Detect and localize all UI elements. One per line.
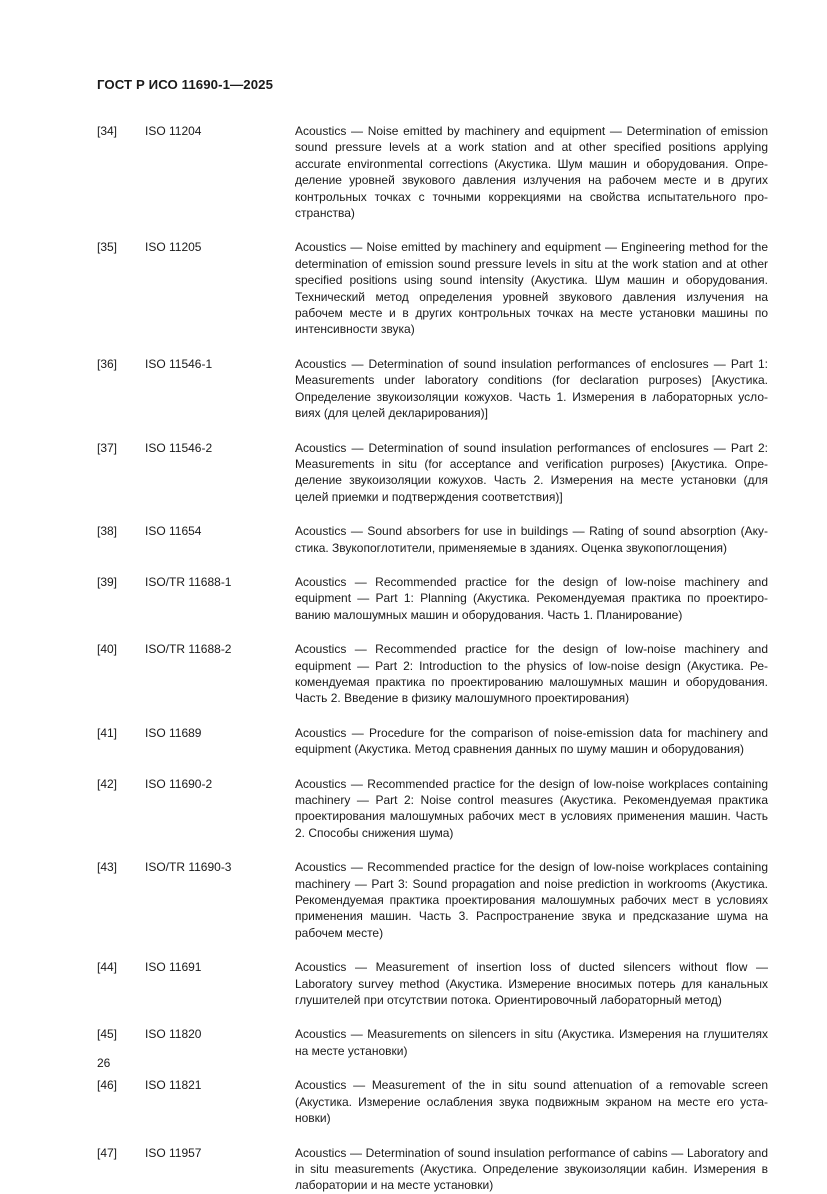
entry-standard-id: ISO 11691 bbox=[145, 960, 202, 975]
bibliography-entry bbox=[97, 574, 768, 623]
entry-number: [44] bbox=[97, 960, 118, 975]
entry-title: Acoustics — Sound absorbers for use in buildings — Rating of sound absorption (Акустика. Звукопоглотители, применяемые в зданиях. Оценка звукопоглощения) bbox=[295, 524, 768, 555]
entry-standard-id: ISO 11654 bbox=[145, 524, 202, 539]
bibliography-entry bbox=[97, 523, 768, 556]
entry-standard-id: ISO 11690-2 bbox=[145, 776, 213, 791]
entry-title: Acoustics — Recommended practice for the design of low-noise workplaces containing machinery — Part 3: Sound propagation and noise prediction in workrooms (Акустика. Рекомендуемая практика проектирования малошумных рабочих мест в условиях применения машин. Часть 3. Распространение звука и предсказание шума на рабочем месте) bbox=[295, 860, 768, 940]
entry-standard-id: ISO/TR 11688-1 bbox=[145, 574, 232, 589]
entry-number: [38] bbox=[97, 524, 118, 539]
entry-standard-id: ISO/TR 11688-2 bbox=[145, 642, 232, 657]
entry-title: Acoustics — Determination of sound insulation performances of enclosures — Part 2: Measurements in situ (for acceptance and verification purposes) [Акустика. Определение звукоизоляции кожухов. Часть 2. Измерения на месте установки (для целей приемки и подтверждения соответствия)] bbox=[295, 440, 768, 504]
document-header: ГОСТ Р ИСО 11690-1—2025 bbox=[97, 77, 274, 92]
bibliography-entry bbox=[97, 859, 768, 941]
bibliography-entry bbox=[97, 239, 768, 337]
entry-title: Acoustics — Recommended practice for the design of low-noise workplaces containing machinery — Part 2: Noise control measures (Акустика. Рекомендуемая практика проектирования малошумных рабочих мест в условиях применения машин. Часть 2. Способы снижения шума) bbox=[295, 776, 768, 840]
bibliography-list bbox=[97, 123, 768, 1194]
entry-standard-id: ISO 11820 bbox=[145, 1027, 202, 1042]
entry-title: Acoustics — Noise emitted by machinery and equipment — Determination of emission sound pressure levels at a work station and at other specified positions applying accurate environmental corrections (Акустика. Шум машин и оборудования. Определение уровней звукового давления излучения на рабочем месте и в других контрольных точках с точными коррекциями на свойства испытательного пространства) bbox=[295, 124, 768, 221]
entry-number: [45] bbox=[97, 1027, 118, 1042]
bibliography-entry bbox=[97, 1145, 768, 1194]
bibliography-entry bbox=[97, 776, 768, 842]
entry-number: [39] bbox=[97, 574, 118, 589]
entry-number: [34] bbox=[97, 124, 118, 138]
entry-title: Acoustics — Procedure for the comparison of noise-emission data for machinery and equipment (Акустика. Метод сравнения данных по шуму машин и оборудования) bbox=[295, 725, 768, 757]
entry-standard-id: ISO 11689 bbox=[145, 725, 202, 740]
bibliography-entry bbox=[97, 1077, 768, 1126]
entry-number: [46] bbox=[97, 1078, 118, 1093]
entry-number: [37] bbox=[97, 440, 118, 455]
entry-title: Acoustics — Recommended practice for the design of low-noise machinery and equipment — Part 1: Planning (Акустика. Рекомендуемая практика по проектированию малошумных машин и оборудования. Часть 1. Планирование) bbox=[295, 574, 768, 622]
entry-standard-id: ISO 11821 bbox=[145, 1078, 202, 1093]
entry-title: Acoustics — Measurement of the in situ sound attenuation of a removable screen (Акустика. Измерение ослабления звука подвижным экраном на месте его установки) bbox=[295, 1078, 768, 1126]
entry-title: Acoustics — Determination of sound insulation performance of cabins — Laboratory and in situ measurements (Акустика. Определение звукоизоляции кабин. Измерения в лаборатории и на месте установки) bbox=[295, 1145, 768, 1193]
entry-standard-id: ISO 11546-2 bbox=[145, 440, 213, 455]
entry-standard-id: ISO 11957 bbox=[145, 1145, 202, 1160]
entry-number: [35] bbox=[97, 240, 118, 255]
entry-number: [36] bbox=[97, 356, 118, 371]
entry-title: Acoustics — Measurement of insertion loss of ducted silencers without flow — Laboratory survey method (Акустика. Измерение вносимых потерь для канальных глушителей при отсутствии потока. Ориентировочный лабораторный метод) bbox=[295, 960, 768, 1008]
page-number: 26 bbox=[97, 1056, 111, 1070]
bibliography-entry bbox=[97, 725, 768, 758]
entry-title: Acoustics — Measurements on silencers in situ (Акустика. Измерения на глушителях на месте установки) bbox=[295, 1027, 768, 1058]
entry-number: [43] bbox=[97, 860, 118, 875]
entry-standard-id: ISO 11205 bbox=[145, 240, 202, 255]
entry-standard-id: ISO 11204 bbox=[145, 124, 202, 138]
entry-number: [40] bbox=[97, 642, 118, 657]
entry-title: Acoustics — Recommended practice for the design of low-noise machinery and equipment — Part 2: Introduction to the physics of low-noise design (Акустика. Рекомендуемая практика по проектированию малошумных машин и оборудования. Часть 2. Введение в физику малошумного проектирования) bbox=[295, 642, 768, 706]
entry-title: Acoustics — Noise emitted by machinery and equipment — Engineering method for the determination of emission sound pressure levels in situ at the work station and at other specified positions using sound intensity (Акустика. Шум машин и оборудования. Технический метод определения уровней звукового давления излучения на рабочем месте и в других контрольных точках на месте установки машины по интенсивности звука) bbox=[295, 240, 768, 337]
entry-number: [42] bbox=[97, 776, 118, 791]
bibliography-entry bbox=[97, 641, 768, 707]
entry-number: [41] bbox=[97, 725, 118, 740]
bibliography-entry bbox=[97, 356, 768, 422]
bibliography-entry bbox=[97, 440, 768, 506]
bibliography-entry bbox=[97, 123, 768, 221]
entry-standard-id: ISO/TR 11690-3 bbox=[145, 860, 232, 875]
bibliography-entry bbox=[97, 1026, 768, 1059]
entry-title: Acoustics — Determination of sound insulation performances of enclosures — Part 1: Measurements under laboratory conditions (for declaration purposes) [Акустика. Определение звукоизоляции кожухов. Часть 1. Измерения в лабораторных условиях (для целей декларирования)] bbox=[295, 356, 768, 421]
bibliography-entry bbox=[97, 959, 768, 1008]
entry-standard-id: ISO 11546-1 bbox=[145, 356, 213, 371]
entry-number: [47] bbox=[97, 1145, 118, 1160]
